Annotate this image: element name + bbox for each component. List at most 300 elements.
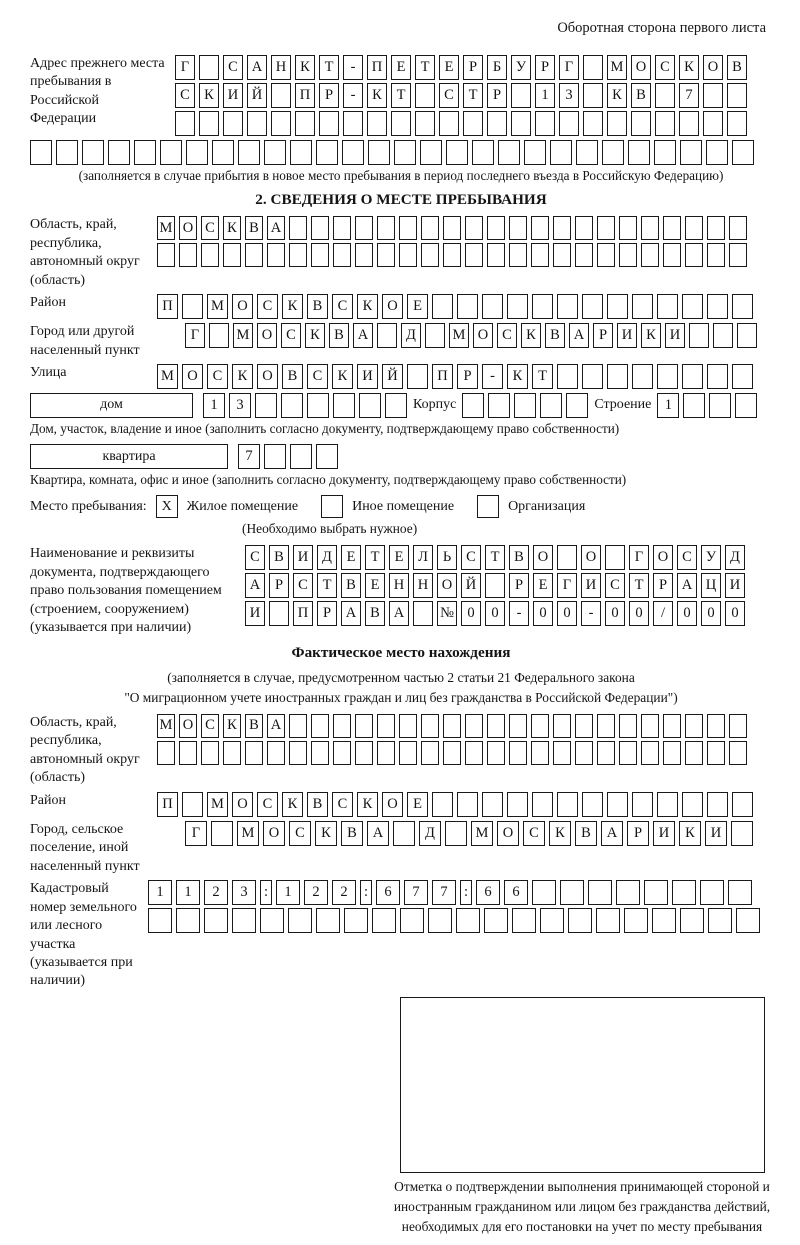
char-box bbox=[683, 393, 705, 418]
char-box bbox=[482, 792, 503, 817]
char-box bbox=[729, 741, 747, 765]
actual-location-note-2: "О миграционном учете иностранных граждан и лиц без гражданства в Российской Федерации") bbox=[124, 689, 678, 705]
char-box bbox=[707, 741, 725, 765]
street-label: Улица bbox=[30, 364, 67, 380]
char-box: Е bbox=[407, 294, 428, 319]
char-box bbox=[509, 243, 527, 267]
char-box: К bbox=[332, 364, 353, 389]
char-box bbox=[157, 741, 175, 765]
char-box bbox=[532, 792, 553, 817]
char-box bbox=[377, 323, 397, 348]
char-box bbox=[583, 83, 603, 108]
korpus-label: Корпус bbox=[413, 397, 457, 413]
char-box: С bbox=[293, 573, 313, 598]
char-box: Н bbox=[389, 573, 409, 598]
cadastre-field bbox=[30, 880, 772, 991]
char-box: К bbox=[223, 714, 241, 738]
char-box: А bbox=[601, 821, 623, 846]
char-box: Т bbox=[319, 55, 339, 80]
char-box: Р bbox=[319, 83, 339, 108]
prev-address-block bbox=[30, 55, 772, 136]
house-field bbox=[30, 393, 772, 418]
char-box bbox=[732, 792, 753, 817]
char-box bbox=[443, 741, 461, 765]
char-box: 0 bbox=[485, 601, 505, 626]
char-box bbox=[463, 111, 483, 136]
char-box: И bbox=[245, 601, 265, 626]
char-box: И bbox=[705, 821, 727, 846]
stay-option-residential-label: Жилое помещение bbox=[186, 498, 299, 514]
char-box bbox=[212, 140, 234, 165]
actual-region-label: Область, край, республика, автономный округ (область) bbox=[30, 714, 140, 786]
char-box: С bbox=[257, 792, 278, 817]
char-box bbox=[531, 714, 549, 738]
char-box bbox=[641, 243, 659, 267]
doc-basis-field bbox=[30, 545, 772, 637]
char-box: 6 bbox=[504, 880, 528, 905]
char-box bbox=[631, 111, 651, 136]
stay-option-other-premises-label: Иное помещение bbox=[352, 498, 455, 514]
char-box: О bbox=[653, 545, 673, 570]
char-box bbox=[487, 243, 505, 267]
char-box bbox=[289, 714, 307, 738]
char-box bbox=[663, 216, 681, 240]
char-box bbox=[553, 741, 571, 765]
char-box: А bbox=[267, 714, 285, 738]
stay-checkbox-organization bbox=[477, 495, 499, 518]
char-box: Т bbox=[415, 55, 435, 80]
prev-address-label: Адрес прежнего места пребывания в Российской Федерации bbox=[30, 56, 165, 127]
char-box: О bbox=[497, 821, 519, 846]
char-box bbox=[271, 111, 291, 136]
char-box bbox=[289, 741, 307, 765]
char-box bbox=[680, 140, 702, 165]
char-box bbox=[82, 140, 104, 165]
char-box: А bbox=[569, 323, 589, 348]
char-box: С bbox=[655, 55, 675, 80]
char-box bbox=[199, 111, 219, 136]
char-box: П bbox=[432, 364, 453, 389]
char-box bbox=[498, 140, 520, 165]
char-box bbox=[727, 83, 747, 108]
char-box: М bbox=[233, 323, 253, 348]
char-box: - bbox=[581, 601, 601, 626]
char-box: М bbox=[471, 821, 493, 846]
char-box bbox=[432, 294, 453, 319]
char-box: 1 bbox=[276, 880, 300, 905]
stay-option-organization-label: Организация bbox=[508, 498, 586, 514]
char-box bbox=[680, 908, 704, 933]
char-box bbox=[385, 393, 407, 418]
char-box: Т bbox=[365, 545, 385, 570]
char-box bbox=[443, 243, 461, 267]
char-box bbox=[487, 111, 507, 136]
char-box bbox=[247, 111, 267, 136]
char-box bbox=[507, 294, 528, 319]
char-box bbox=[652, 908, 676, 933]
char-box: Г bbox=[185, 821, 207, 846]
char-box bbox=[507, 792, 528, 817]
char-box bbox=[535, 111, 555, 136]
char-box: В bbox=[307, 294, 328, 319]
char-box: М bbox=[449, 323, 469, 348]
char-box: Е bbox=[391, 55, 411, 80]
char-box: О bbox=[703, 55, 723, 80]
char-box: М bbox=[207, 792, 228, 817]
char-box bbox=[391, 111, 411, 136]
char-box bbox=[706, 140, 728, 165]
char-box bbox=[316, 444, 338, 469]
char-box bbox=[399, 741, 417, 765]
char-box: К bbox=[199, 83, 219, 108]
char-box bbox=[644, 880, 668, 905]
char-box bbox=[566, 393, 588, 418]
char-box bbox=[456, 908, 480, 933]
char-box: Р bbox=[509, 573, 529, 598]
char-box: Р bbox=[487, 83, 507, 108]
char-box bbox=[333, 243, 351, 267]
char-box: Ь bbox=[437, 545, 457, 570]
char-box bbox=[663, 243, 681, 267]
char-box bbox=[415, 111, 435, 136]
char-box: 3 bbox=[559, 83, 579, 108]
char-box: 7 bbox=[432, 880, 456, 905]
char-box bbox=[707, 714, 725, 738]
char-box: О bbox=[179, 216, 197, 240]
char-box bbox=[700, 880, 724, 905]
char-box: В bbox=[269, 545, 289, 570]
char-box: О bbox=[257, 364, 278, 389]
char-box: С bbox=[257, 294, 278, 319]
char-box: Й bbox=[247, 83, 267, 108]
char-box bbox=[557, 364, 578, 389]
char-box bbox=[462, 393, 484, 418]
char-box: 1 bbox=[148, 880, 172, 905]
char-box bbox=[333, 741, 351, 765]
char-box: 3 bbox=[232, 880, 256, 905]
actual-city-field bbox=[30, 821, 772, 876]
char-box: А bbox=[677, 573, 697, 598]
char-box: М bbox=[157, 364, 178, 389]
char-box: 0 bbox=[461, 601, 481, 626]
char-box bbox=[597, 714, 615, 738]
char-box: В bbox=[575, 821, 597, 846]
stay-checkbox-residential: X bbox=[156, 495, 178, 518]
char-box bbox=[311, 741, 329, 765]
char-box bbox=[607, 364, 628, 389]
char-box bbox=[641, 741, 659, 765]
char-box bbox=[550, 140, 572, 165]
char-box bbox=[290, 444, 312, 469]
cadastre-row-1 bbox=[148, 880, 760, 905]
char-box bbox=[553, 243, 571, 267]
char-box bbox=[709, 393, 731, 418]
confirmation-mark-caption: Отметка о подтверждении выполнения принимающей стороной и иностранным гражданином или лицом без гражданства действий, необходимых для его постановки на учет по месту пребывания bbox=[393, 1178, 771, 1235]
char-box: В bbox=[727, 55, 747, 80]
char-box: С bbox=[605, 573, 625, 598]
char-box: В bbox=[245, 216, 263, 240]
char-box bbox=[367, 111, 387, 136]
char-box bbox=[685, 741, 703, 765]
char-box bbox=[524, 140, 546, 165]
char-box: В bbox=[365, 601, 385, 626]
char-box bbox=[260, 908, 284, 933]
char-box bbox=[672, 880, 696, 905]
char-box bbox=[344, 908, 368, 933]
stay-checkbox-other-premises bbox=[321, 495, 343, 518]
char-box bbox=[553, 216, 571, 240]
district-label: Район bbox=[30, 295, 66, 311]
char-box bbox=[575, 741, 593, 765]
char-box bbox=[428, 908, 452, 933]
char-box: Н bbox=[413, 573, 433, 598]
char-box bbox=[223, 111, 243, 136]
char-box: Г bbox=[629, 545, 649, 570]
char-box: К bbox=[641, 323, 661, 348]
city-row bbox=[185, 323, 757, 348]
char-box bbox=[465, 216, 483, 240]
char-box bbox=[333, 714, 351, 738]
region-row-1 bbox=[157, 216, 747, 240]
region-row-2 bbox=[157, 243, 747, 267]
char-box: К bbox=[357, 294, 378, 319]
char-box: : bbox=[460, 880, 472, 905]
char-box bbox=[583, 55, 603, 80]
char-box: П bbox=[293, 601, 313, 626]
char-box: К bbox=[367, 83, 387, 108]
char-box bbox=[560, 880, 584, 905]
char-box: 7 bbox=[238, 444, 260, 469]
char-box: С bbox=[439, 83, 459, 108]
char-box bbox=[737, 323, 757, 348]
page-header-note: Оборотная сторона первого листа bbox=[557, 20, 766, 36]
char-box: А bbox=[247, 55, 267, 80]
char-box: С bbox=[223, 55, 243, 80]
char-box: Т bbox=[629, 573, 649, 598]
char-box: И bbox=[617, 323, 637, 348]
apartment-row bbox=[238, 444, 338, 469]
char-box bbox=[377, 714, 395, 738]
char-box: О bbox=[232, 294, 253, 319]
char-box: П bbox=[295, 83, 315, 108]
char-box: К bbox=[223, 216, 241, 240]
char-box bbox=[607, 792, 628, 817]
char-box bbox=[443, 714, 461, 738]
char-box: Д bbox=[419, 821, 441, 846]
house-caption: Дом, участок, владение и иное (заполнить согласно документу, подтверждающему право собственности) bbox=[30, 420, 620, 436]
actual-city-row bbox=[185, 821, 753, 846]
char-box: О bbox=[382, 792, 403, 817]
char-box: 0 bbox=[677, 601, 697, 626]
char-box: В bbox=[329, 323, 349, 348]
char-box: Н bbox=[271, 55, 291, 80]
char-box: 2 bbox=[304, 880, 328, 905]
char-box: 0 bbox=[605, 601, 625, 626]
actual-city-label: Город, сельское поселение, иной населенный пункт bbox=[30, 821, 140, 874]
char-box bbox=[443, 216, 461, 240]
char-box: С bbox=[207, 364, 228, 389]
char-box bbox=[607, 294, 628, 319]
char-box: О bbox=[382, 294, 403, 319]
char-box bbox=[56, 140, 78, 165]
char-box bbox=[727, 111, 747, 136]
char-box bbox=[432, 792, 453, 817]
char-box bbox=[245, 243, 263, 267]
char-box: У bbox=[701, 545, 721, 570]
char-box bbox=[732, 364, 753, 389]
char-box bbox=[342, 140, 364, 165]
char-box: С bbox=[281, 323, 301, 348]
char-box: И bbox=[665, 323, 685, 348]
prev-address-row-4 bbox=[30, 140, 772, 165]
char-box: 7 bbox=[679, 83, 699, 108]
char-box bbox=[682, 294, 703, 319]
char-box bbox=[377, 243, 395, 267]
prev-address-row-3 bbox=[175, 111, 747, 136]
char-box bbox=[472, 140, 494, 165]
doc-basis-row-2 bbox=[245, 573, 745, 598]
char-box bbox=[271, 83, 291, 108]
char-box bbox=[682, 792, 703, 817]
char-box: С bbox=[461, 545, 481, 570]
char-box bbox=[514, 393, 536, 418]
char-box bbox=[588, 880, 612, 905]
char-box: Й bbox=[382, 364, 403, 389]
char-box: О bbox=[232, 792, 253, 817]
char-box: К bbox=[295, 55, 315, 80]
stroenie-row bbox=[657, 393, 757, 418]
char-box: С bbox=[332, 294, 353, 319]
char-box bbox=[619, 216, 637, 240]
char-box: В bbox=[341, 573, 361, 598]
char-box: С bbox=[201, 714, 219, 738]
apartment-box-label: квартира bbox=[30, 444, 228, 469]
char-box bbox=[311, 216, 329, 240]
char-box: У bbox=[511, 55, 531, 80]
char-box bbox=[682, 364, 703, 389]
char-box bbox=[311, 243, 329, 267]
char-box bbox=[713, 323, 733, 348]
char-box: А bbox=[245, 573, 265, 598]
char-box bbox=[148, 908, 172, 933]
char-box: Г bbox=[175, 55, 195, 80]
char-box: Е bbox=[439, 55, 459, 80]
char-box bbox=[264, 444, 286, 469]
char-box bbox=[108, 140, 130, 165]
char-box: И bbox=[653, 821, 675, 846]
char-box bbox=[316, 140, 338, 165]
char-box bbox=[597, 216, 615, 240]
region-rows bbox=[157, 216, 747, 267]
char-box bbox=[487, 216, 505, 240]
char-box bbox=[394, 140, 416, 165]
char-box bbox=[157, 243, 175, 267]
char-box bbox=[457, 294, 478, 319]
char-box: В bbox=[245, 714, 263, 738]
char-box bbox=[575, 216, 593, 240]
char-box: И bbox=[223, 83, 243, 108]
char-box bbox=[179, 741, 197, 765]
char-box bbox=[729, 714, 747, 738]
char-box: В bbox=[545, 323, 565, 348]
prev-address-rows bbox=[175, 55, 747, 136]
char-box bbox=[512, 908, 536, 933]
char-box bbox=[343, 111, 363, 136]
char-box: П bbox=[157, 792, 178, 817]
char-box bbox=[736, 908, 760, 933]
char-box bbox=[201, 243, 219, 267]
char-box: В bbox=[341, 821, 363, 846]
char-box: Г bbox=[557, 573, 577, 598]
char-box: С bbox=[332, 792, 353, 817]
char-box bbox=[624, 908, 648, 933]
char-box bbox=[399, 243, 417, 267]
char-box: К bbox=[679, 821, 701, 846]
char-box: В bbox=[631, 83, 651, 108]
prev-address-row-1 bbox=[175, 55, 747, 80]
char-box bbox=[295, 111, 315, 136]
char-box bbox=[485, 573, 505, 598]
char-box bbox=[576, 140, 598, 165]
char-box bbox=[484, 908, 508, 933]
char-box bbox=[619, 741, 637, 765]
char-box bbox=[729, 243, 747, 267]
char-box bbox=[264, 140, 286, 165]
char-box bbox=[281, 393, 303, 418]
char-box bbox=[657, 792, 678, 817]
char-box: И bbox=[293, 545, 313, 570]
char-box: Е bbox=[341, 545, 361, 570]
char-box: Г bbox=[559, 55, 579, 80]
char-box: В bbox=[509, 545, 529, 570]
char-box: С bbox=[201, 216, 219, 240]
char-box: С bbox=[677, 545, 697, 570]
char-box bbox=[255, 393, 277, 418]
char-box bbox=[377, 741, 395, 765]
char-box bbox=[267, 741, 285, 765]
char-box: Т bbox=[391, 83, 411, 108]
char-box: А bbox=[341, 601, 361, 626]
char-box: Г bbox=[185, 323, 205, 348]
char-box: М bbox=[157, 714, 175, 738]
char-box: Р bbox=[535, 55, 555, 80]
char-box: Е bbox=[407, 792, 428, 817]
char-box: 1 bbox=[657, 393, 679, 418]
doc-basis-rows bbox=[245, 545, 745, 626]
apartment-field bbox=[30, 444, 772, 469]
char-box: : bbox=[360, 880, 372, 905]
char-box bbox=[632, 364, 653, 389]
char-box bbox=[708, 908, 732, 933]
cadastre-rows bbox=[148, 880, 760, 933]
char-box bbox=[655, 83, 675, 108]
char-box bbox=[420, 140, 442, 165]
char-box bbox=[368, 140, 390, 165]
char-box: Д bbox=[401, 323, 421, 348]
korpus-row bbox=[462, 393, 588, 418]
char-box bbox=[488, 393, 510, 418]
char-box bbox=[199, 55, 219, 80]
apartment-caption: Квартира, комната, офис и иное (заполнить согласно документу, подтверждающему право собственности) bbox=[30, 472, 627, 488]
char-box bbox=[290, 140, 312, 165]
char-box: Т bbox=[463, 83, 483, 108]
char-box bbox=[393, 821, 415, 846]
char-box: С bbox=[289, 821, 311, 846]
char-box bbox=[311, 714, 329, 738]
char-box: 3 bbox=[229, 393, 251, 418]
char-box bbox=[540, 908, 564, 933]
char-box bbox=[559, 111, 579, 136]
